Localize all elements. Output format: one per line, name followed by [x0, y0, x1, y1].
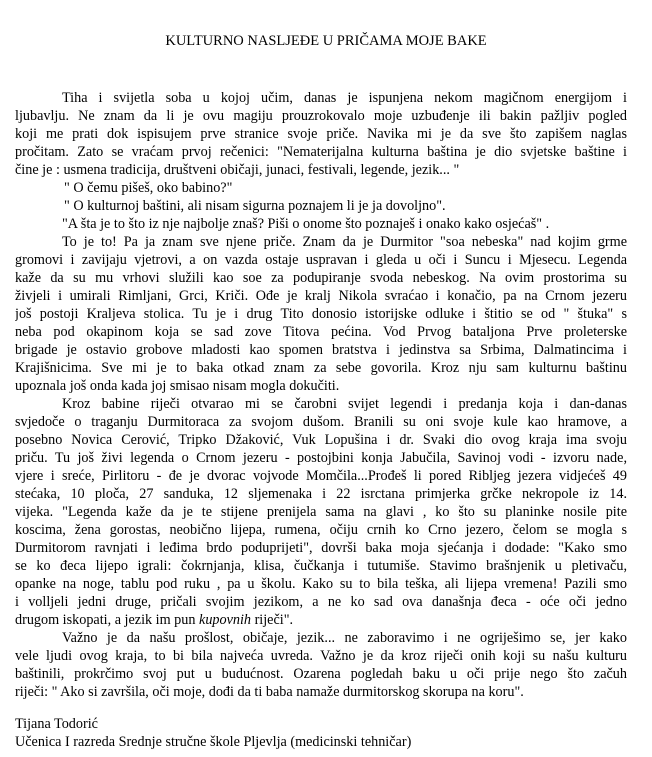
text-line: koji me prati dok ispisujem prve stranice svoje priče. Navika mi je da sve što zapišem naglas	[15, 126, 627, 142]
text-line: "A šta je to što iz nje najbolje znaš? Piši o onome što poznaješ i onako kako osjećaš" .	[62, 216, 550, 232]
text-line: neba pod okapinom koja se sad zove Titova pećina. Vod Prvog bataljona Prve proleterske	[15, 324, 627, 340]
text-line: riječi: " Ako si završila, oči moje, dođi da ti baba namaže durmitorskog skorupa na koru".	[15, 684, 524, 700]
text-line: upoznala još onda kada joj smisao nisam mogla dokučiti.	[15, 378, 340, 394]
text-line: stećaka, 10 ploča, 27 sanduka, 12 sljemenaka i 22 isrctana primjerka grčke nekropole iz 14.	[15, 486, 627, 502]
text-line: Durmitorom ravnjati i leđima brdo poduprijeti", dovrši baka moja sjećanja i dodade: "Kako smo	[15, 540, 627, 556]
text-line: ljubavlju. Ne znam da li je ovu magiju prouzrokovalo moje uzbuđenje ili bakin pažljiv pogled	[15, 108, 627, 124]
document-title: KULTURNO NASLJEĐE U PRIČAMA MOJE BAKE	[165, 33, 487, 49]
text-line: Tiha i svijetla soba u kojoj učim, danas je ispunjena nekom magičnom energijom i	[62, 90, 627, 106]
text-line: još postoji Kraljeva stolica. Tu je i drug Tito donosio istorijske odluke i štitio se od " štuka" s	[15, 306, 627, 322]
text-line: kaže da su mu vrhovi služili kao soe za podupiranje svoda nebeskog. Na ovim prostorima su	[15, 270, 627, 286]
author-affiliation: Učenica I razreda Srednje stručne škole Pljevlja (medicinski tehničar)	[15, 734, 412, 750]
text-line: koscima, žena gorostas, neobično lijepa, rumena, očiju crnih ko Crno jezero, čelom se mogla s	[15, 522, 627, 538]
text-line: se ko đeca lijepo igrali: čokrnjanja, klisa, čučkanja i tutumiše. Stavimo brašnjenik u pletivaču,	[15, 558, 627, 574]
text-line: svjedoče o traganju Durmitoraca za svojom dušom. Branili su oni svoje kule kao hramove, a	[15, 414, 627, 430]
text-line: " O čemu pišeš, oko babino?"	[64, 180, 233, 196]
text-line: Važno je da našu prošlost, običaje, jezik... ne zaboravimo i ne ogriješimo se, jer kako	[62, 630, 627, 646]
text-line: i volljeli jedni druge, pričali svojim jezikom, a ne ko sad ova današnja đeca - oće oči jedno	[15, 594, 627, 610]
text-line: drugom iskopati, a jezik im pun kupovnih riječi".	[15, 612, 294, 628]
story-body	[15, 89, 627, 701]
author-name: Tijana Todorić	[15, 716, 98, 732]
text-line: živjeli i umirali Rimljani, Grci, Kriči. Ođe je kralj Nikola svraćao i konačio, pa na Crnom jezeru	[15, 288, 627, 304]
text-line: čine je : usmena tradicija, društveni običaji, junaci, festivali, legende, jezik... "	[15, 162, 460, 178]
text-line: vele ljudi ovog kraja, to bi bila najveća uvreda. Važno je da kroz riječi onih koji su našu kulturu	[15, 648, 627, 664]
text-line: To je to! Pa ja znam sve njene priče. Znam da je Durmitor "soa nebeska" nad kojim grme	[62, 234, 627, 250]
text-line: pročitam. Zato se vraćam prvoj rečenici: "Nematerijalna kulturna baština je dio svjetske baštine i	[15, 144, 627, 160]
text-line: posebno Novica Cerović, Tripko Džaković, Vuk Lopušina i dr. Svaki dio ovog kraja ima svoju	[15, 432, 627, 448]
text-line: Kroz babine riječi otvarao mi se čarobni svijet legendi i predanja koja i dan-danas	[62, 396, 627, 412]
text-line: gromovi i zavijaju vjetrovi, a on vazda ostaje uspravan i gleda u oči i Suncu i Mjesecu. Legenda	[15, 252, 627, 268]
text-line: Krajišnicima. Sve mi je to baka otkad znam za sebe govorila. Kroz nju sam kulturnu baštinu	[15, 360, 627, 376]
italic-word: kupovnih	[199, 612, 252, 628]
text-line: " O kulturnoj baštini, ali nisam sigurna poznajem li je ja dovoljno".	[64, 198, 446, 214]
text-line: priču. Tu još živi legenda o Crnom jezeru - postojbini konja Jabučila, Savinoj vodi - izvoru nade,	[15, 450, 627, 466]
text-line: baštinili, prokrčimo svoj put u budućnost. Ozarena pogledah baku u oči prije nego što začuh	[15, 666, 627, 682]
text-line: vjere i sreće, Pirlitoru - đe je dvorac vojvode Momčila...Prođeš li pored Ribljeg jezera vidjećeš 49	[15, 468, 627, 484]
text-line: brigade je ostavio grobove mladosti kao spomen bratstva i jedinstva sa Srbima, Dalmatincima i	[15, 342, 627, 358]
text-line: vijeka. "Legenda kaže da je te stijene prenijela sama na glavi , ko što su planinke nosile pite	[15, 504, 627, 520]
text-line: opanke na noge, tablu pod ruku , pa u školu. Kako su to bila teška, ali lijepa vremena! Pazili smo	[15, 576, 627, 592]
